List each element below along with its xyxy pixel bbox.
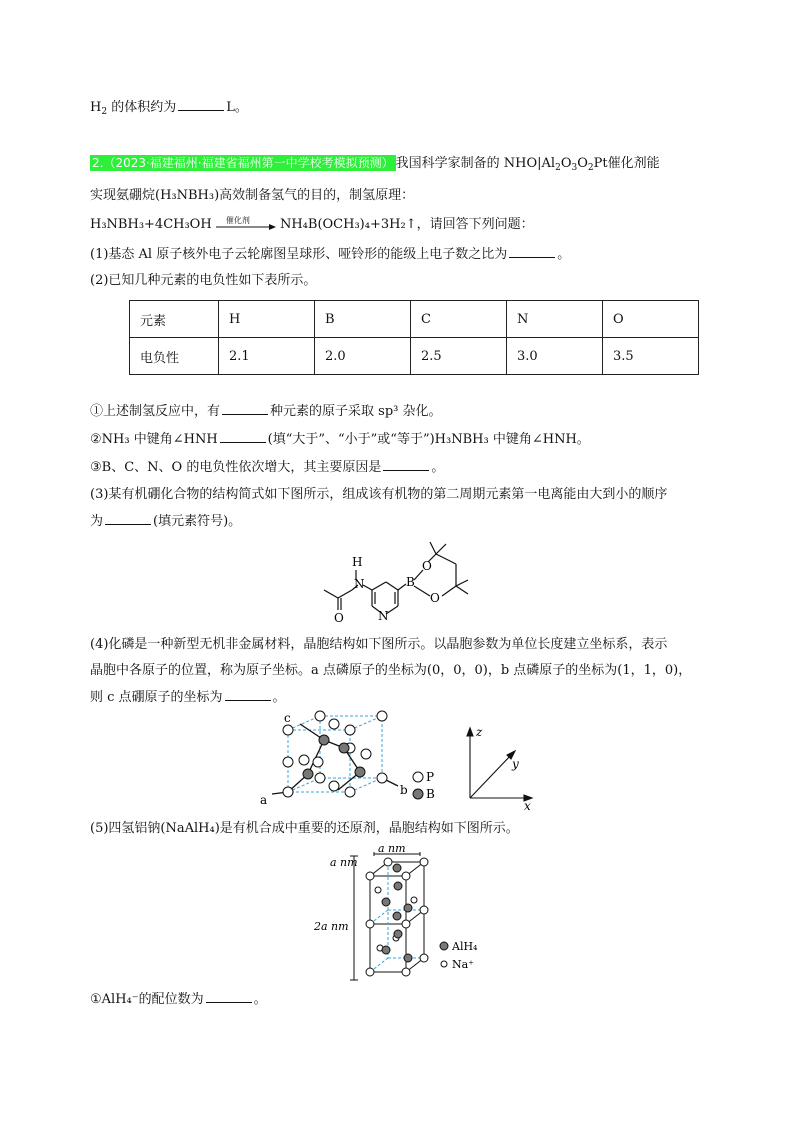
equation-left: H₃NBH₃+4CH₃OH: [90, 217, 212, 232]
question-source-tag[interactable]: 2.（2023·福建福州·福建省福州第一中学校考模拟预测）: [92, 156, 394, 170]
table-cell: B: [315, 301, 411, 338]
answer-blank[interactable]: [178, 98, 224, 111]
reaction-arrow: [216, 215, 276, 232]
table-cell: H: [219, 301, 315, 338]
atom-o-ring-bottom: O: [430, 591, 440, 605]
part4-line2: 晶胞中各原子的位置，称为原子坐标。a 点磷原子的坐标为(0，0，0)，b 点磷原子的坐标为(1，1，0)，: [90, 663, 692, 678]
label-a-top: a nm: [378, 842, 406, 855]
sub-question-2: ②NH₃ 中键角∠HNH (填“大于”、“小于”或“等于”)H₃NBH₃ 中键角∠HNH。: [90, 432, 590, 447]
answer-blank[interactable]: [220, 430, 266, 443]
catalyst-formula: $NHO|Al_2O_3O_2Pt$: [503, 156, 608, 173]
answer-blank[interactable]: [105, 512, 151, 525]
atom-o: O: [334, 611, 344, 625]
answer-blank[interactable]: [509, 245, 555, 258]
h2-formula: H: [90, 100, 102, 115]
table-cell: 2.1: [219, 338, 315, 375]
table-cell: 电负性: [130, 338, 219, 375]
table-cell: 3.0: [507, 338, 603, 375]
q2-heading: [90, 154, 660, 177]
arrow-label: 催化剂: [225, 215, 250, 225]
label-b: b: [400, 783, 408, 797]
answer-blank[interactable]: [206, 990, 252, 1003]
sub-question-1: ①上述制氢反应中，有 种元素的原子采取 sp³ 杂化。: [90, 404, 442, 419]
label-2a: 2a nm: [314, 920, 349, 933]
answer-blank[interactable]: [383, 458, 429, 471]
sub-question-5-1: ①AlH₄⁻的配位数为 。: [90, 992, 267, 1007]
legend-p-icon: [413, 772, 423, 782]
answer-blank[interactable]: [225, 688, 271, 701]
legend-alh4-icon: [440, 942, 448, 950]
part4-line3: 则 c 点硼原子的坐标为 。: [90, 690, 286, 705]
table-header-row: [130, 301, 699, 338]
part3-line2: 为 (填元素符号)。: [90, 514, 242, 529]
organoboron-structure: [318, 540, 478, 645]
table-cell: 2.5: [411, 338, 507, 375]
label-a: a: [260, 793, 268, 807]
table-cell: 元素: [130, 301, 219, 338]
table-cell: 3.5: [603, 338, 699, 375]
naalh4-crystal-cell: [312, 842, 512, 990]
label-c: c: [284, 711, 291, 725]
axis-x: x: [524, 799, 531, 813]
legend-b: B: [426, 787, 435, 801]
q2-intro-end: 催化剂能: [607, 156, 660, 171]
answer-blank[interactable]: [222, 402, 268, 415]
table-row: [130, 338, 699, 375]
legend-p: P: [426, 770, 435, 784]
sub-question-3: ③B、C、N、O 的电负性依次增大，其主要原因是 。: [90, 460, 445, 475]
equation-after: ，请回答下列问题：: [416, 217, 534, 232]
equation-right: NH₄B(OCH₃)₄+3H₂↑: [279, 217, 417, 232]
part4-line1: (4)化磷是一种新型无机非金属材料，晶胞结构如下图所示。以晶胞参数为单位长度建立坐标系，表示: [90, 637, 668, 652]
table-cell: O: [603, 301, 699, 338]
legend-b-icon: [413, 789, 423, 799]
electronegativity-table: [129, 300, 699, 375]
axis-z: z: [476, 725, 483, 739]
table-cell: C: [411, 301, 507, 338]
q1-tail-line: $H_2$ 的体积约为 L。: [90, 100, 248, 117]
legend-alh4: AlH₄: [452, 940, 478, 953]
atom-b: B: [406, 575, 415, 589]
atom-n-pyridine: N: [378, 609, 389, 623]
part2: (2)已知几种元素的电负性如下表所示。: [90, 273, 317, 288]
reaction-equation: [90, 216, 534, 234]
part1: (1)基态 Al 原子核外电子云轮廓图呈球形、哑铃形的能级上电子数之比为 。: [90, 247, 571, 262]
legend-na: Na⁺: [452, 958, 474, 971]
q2-intro: 我国科学家制备的: [395, 156, 500, 171]
table-cell: N: [507, 301, 603, 338]
label-a-left: a nm: [330, 856, 358, 869]
axis-y: y: [512, 757, 519, 771]
atom-h: H: [352, 555, 363, 569]
atom-n: N: [354, 577, 365, 591]
q1-unit: L。: [226, 100, 248, 115]
part5: (5)四氢铝钠(NaAlH₄)是有机合成中重要的还原剂，晶胞结构如下图所示。: [90, 821, 519, 836]
bp-crystal-cell: [258, 710, 558, 815]
part3-line1: (3)某有机硼化合物的结构简式如下图所示，组成该有机物的第二周期元素第一电离能由大到小的顺序: [90, 487, 668, 502]
q1-text: 的体积约为: [111, 100, 177, 115]
legend-na-icon: [441, 961, 447, 967]
table-cell: 2.0: [315, 338, 411, 375]
q2-line2: 实现氨硼烷(H₃NBH₃)高效制备氢气的目的，制氢原理：: [90, 188, 415, 203]
atom-o-ring-top: O: [422, 559, 432, 573]
